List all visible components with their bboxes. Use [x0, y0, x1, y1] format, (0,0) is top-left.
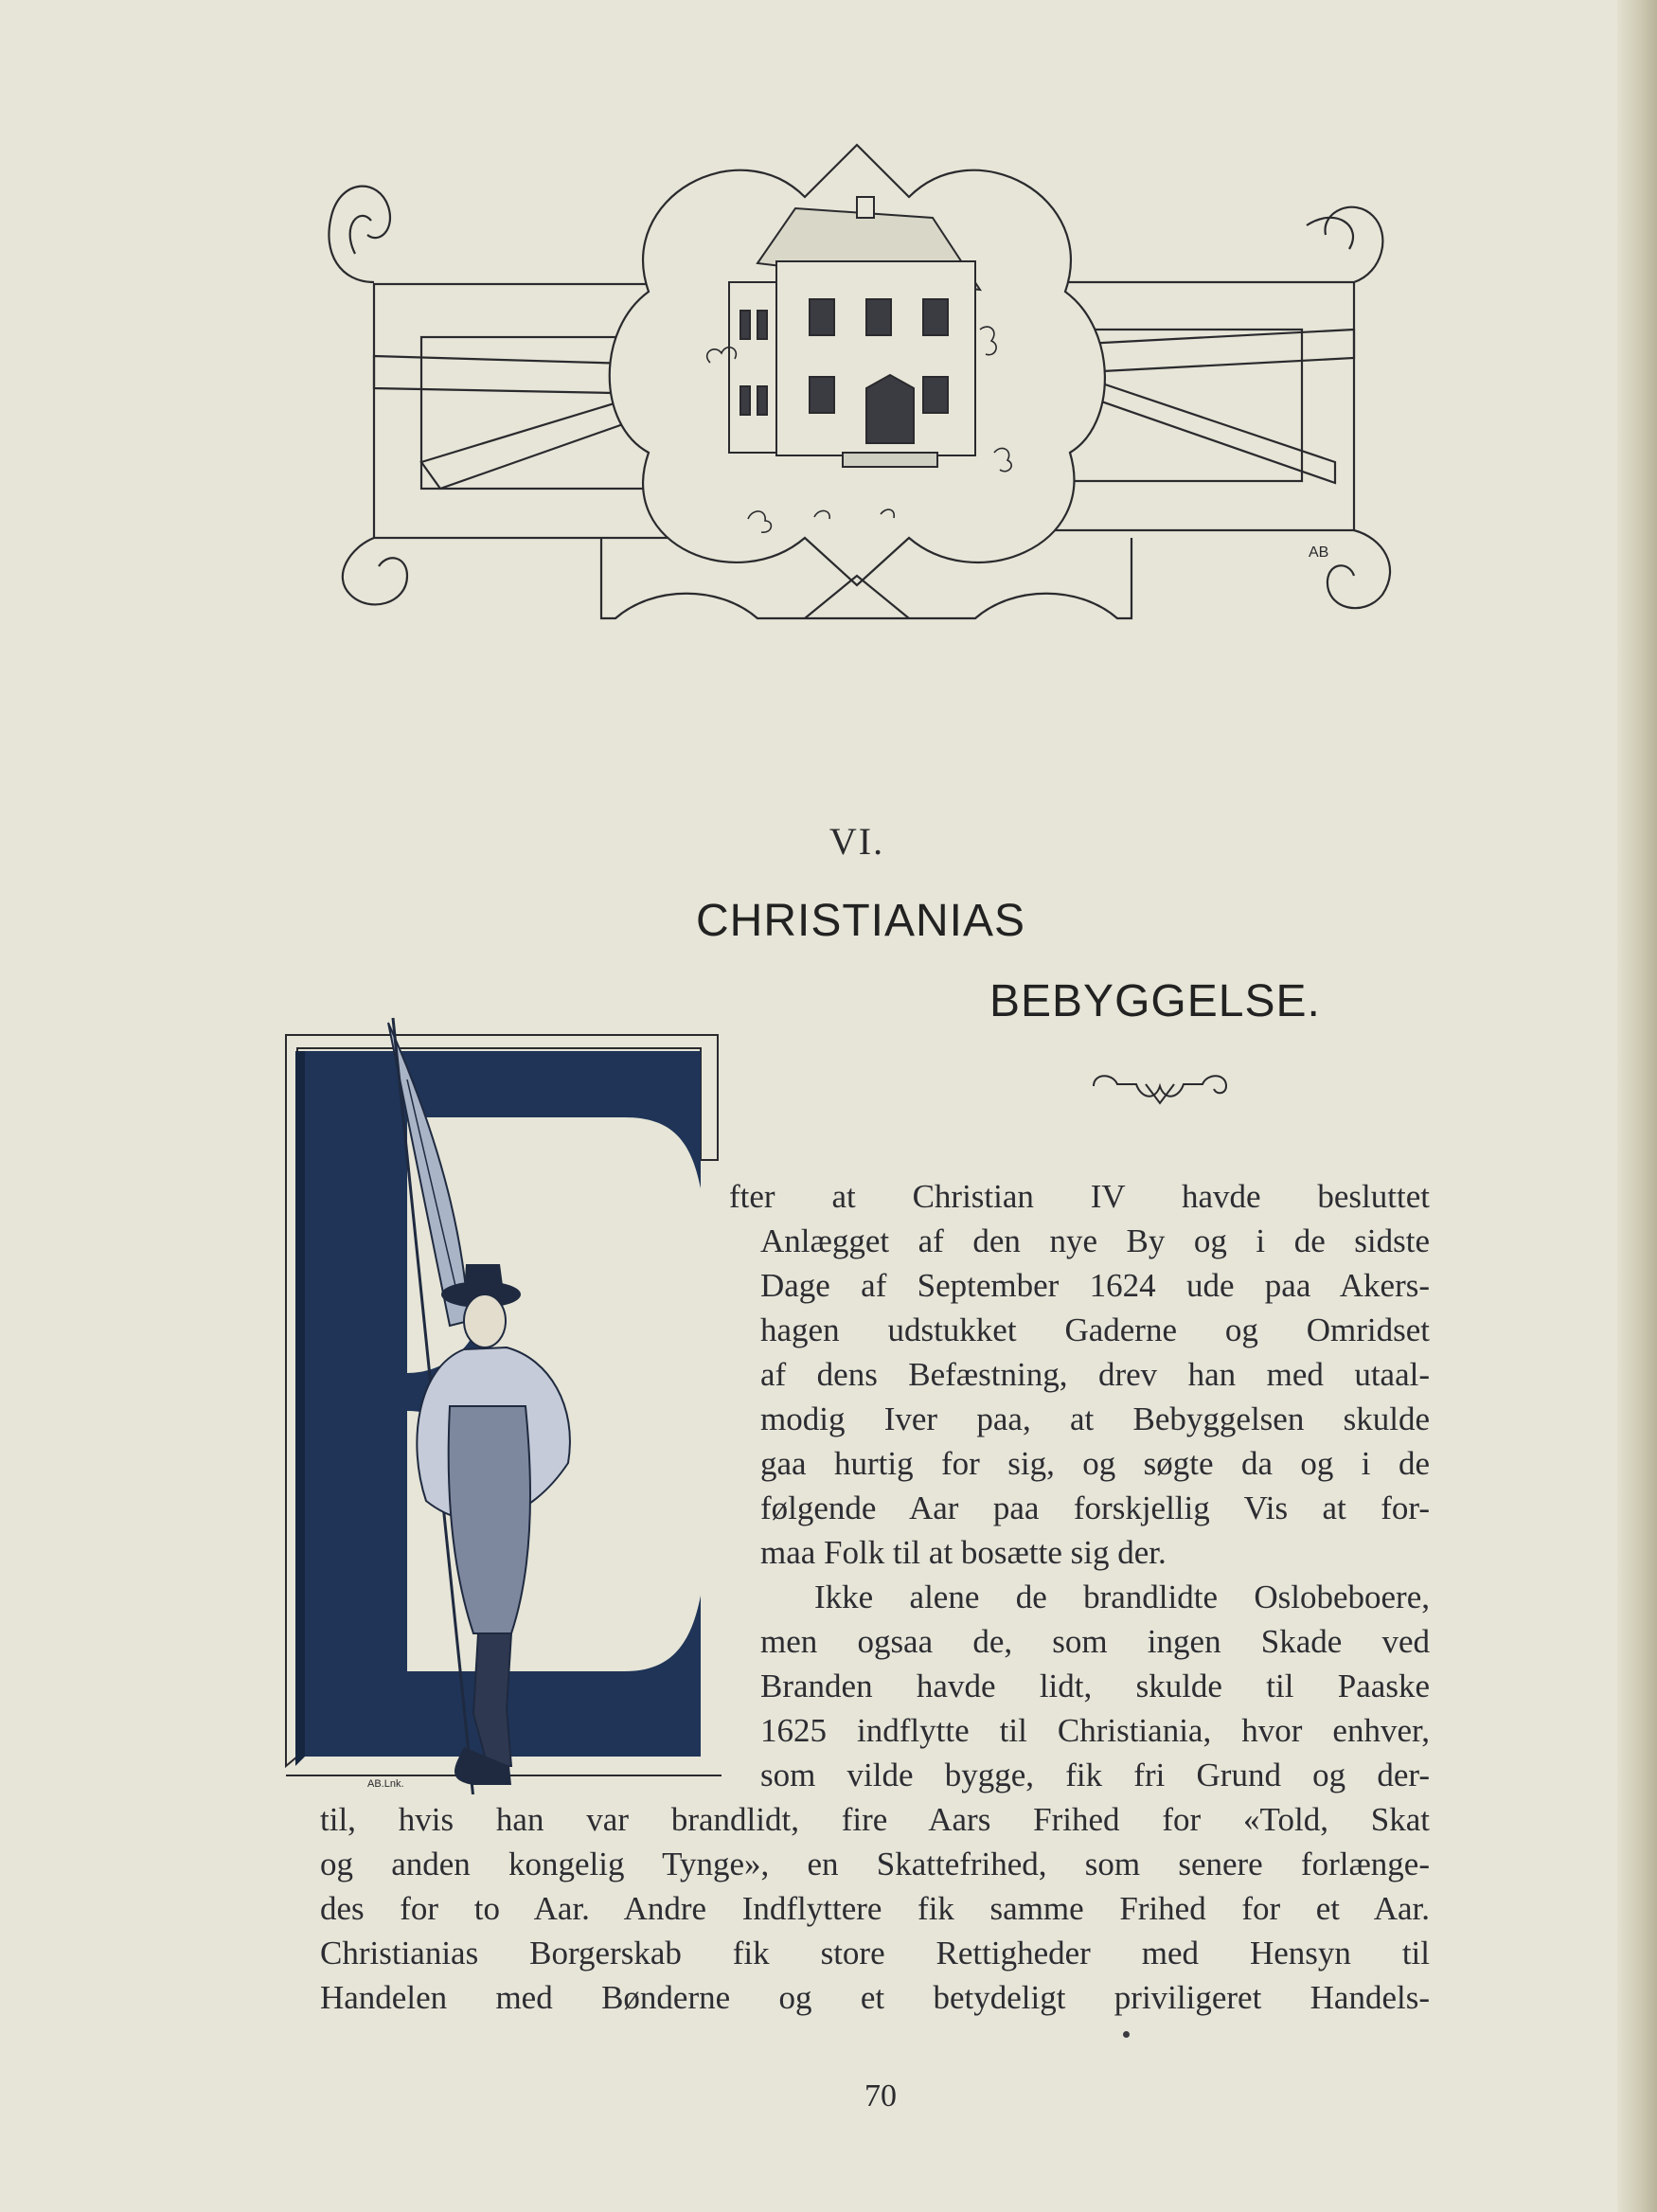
ink-speck: [1123, 2031, 1130, 2038]
body-line-19: Handelen med Bønderne og et betydeligt priviligeret Handels-: [320, 1979, 1430, 2016]
chapter-number: VI.: [828, 820, 885, 863]
body-line-14: som vilde bygge, fik fri Grund og der-: [760, 1757, 1430, 1793]
title-flourish-ornament: [1089, 1065, 1231, 1113]
headpiece-artist-monogram: AB: [1309, 544, 1329, 561]
body-line-18: Christianias Borgerskab fik store Rettigheder med Hensyn til: [320, 1935, 1430, 1971]
body-line-7: gaa hurtig for sig, og søgte da og i de: [760, 1445, 1430, 1482]
body-line-5: af dens Befæstning, drev han med utaal-: [760, 1356, 1430, 1393]
chapter-title-line-1: CHRISTIANIAS: [696, 896, 1026, 946]
page-edge-shadow: [1617, 0, 1657, 2212]
body-line-13: 1625 indflytte til Christiania, hvor enhver,: [760, 1712, 1430, 1749]
body-line-1: fter at Christian IV havde besluttet: [729, 1178, 1430, 1215]
body-line-4: hagen udstukket Gaderne og Omridset: [760, 1311, 1430, 1348]
house-headpiece-illustration: [312, 140, 1411, 633]
body-line-11: men ogsaa de, som ingen Skade ved: [760, 1623, 1430, 1660]
chapter-title-line-2: BEBYGGELSE.: [989, 976, 1321, 1026]
body-line-12: Branden havde lidt, skulde til Paaske: [760, 1668, 1430, 1704]
page-number: 70: [864, 2078, 897, 2114]
body-line-16: og anden kongelig Tynge», en Skattefrihed, som senere forlænge-: [320, 1846, 1430, 1882]
body-line-17: des for to Aar. Andre Indflyttere fik samme Frihed for et Aar.: [320, 1890, 1430, 1927]
body-line-9: maa Folk til at bosætte sig der.: [760, 1534, 1167, 1571]
body-line-6: modig Iver paa, at Bebyggelsen skulde: [760, 1400, 1430, 1437]
body-line-15: til, hvis han var brandlidt, fire Aars Frihed for «Told, Skat: [320, 1801, 1430, 1838]
decorated-initial-letter: [284, 1008, 729, 1794]
body-line-2: Anlægget af den nye By og i de sidste: [760, 1222, 1430, 1259]
body-line-8: følgende Aar paa forskjellig Vis at for-: [760, 1490, 1430, 1526]
initial-artist-signature: AB.Lnk.: [367, 1778, 404, 1790]
body-line-3: Dage af September 1624 ude paa Akers-: [760, 1267, 1430, 1304]
body-line-10: Ikke alene de brandlidte Oslobeboere,: [814, 1579, 1430, 1615]
